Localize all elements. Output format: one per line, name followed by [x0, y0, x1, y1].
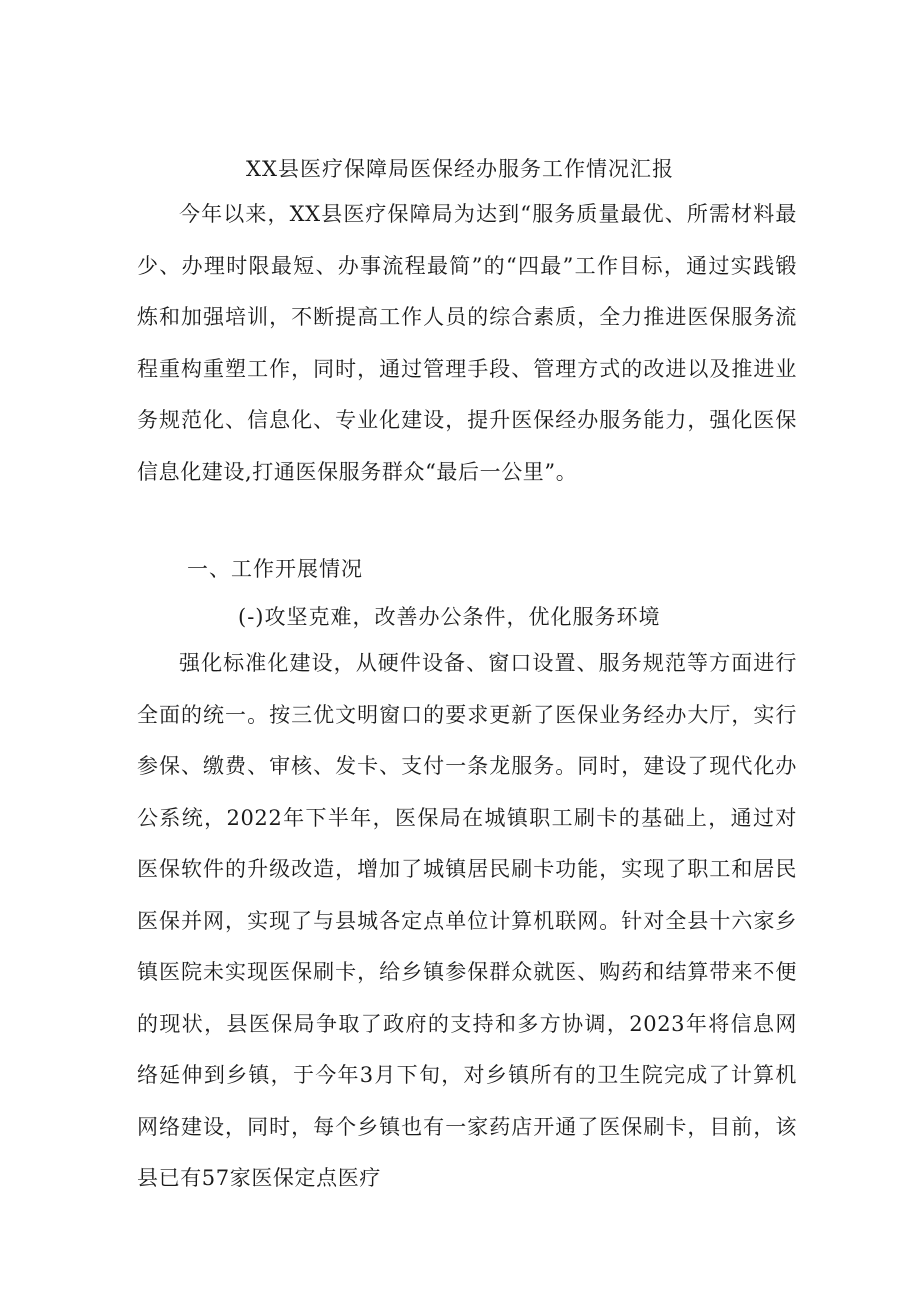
intro-paragraph: 今年以来，XX县医疗保障局为达到“服务质量最优、所需材料最少、办理时限最短、办事流程最简”的“四最”工作目标，通过实践锻炼和加强培训，不断提高工作人员的综合素质，全力推进医保服务流程重构重塑工作，同时，通过管理手段、管理方式的改进以及推进业务规范化、信息化、专业化建设，提升医保经办服务能力，强化医保信息化建设,打通医保服务群众“最后一公里”。 — [137, 202, 797, 484]
section-heading: 一、工作开展情况 — [187, 557, 363, 581]
subsection-heading: (-)攻坚克难，改善办公条件，优化服务环境 — [238, 605, 661, 629]
document-title: XX县医疗保障局医保经办服务工作情况汇报 — [246, 157, 674, 181]
body-paragraph: 强化标准化建设，从硬件设备、窗口设置、服务规范等方面进行全面的统一。按三优文明窗口的要求更新了医保业务经办大厅，实行参保、缴费、审核、发卡、支付一条龙服务。同时，建设了现代化办公系统，2022年下半年，医保局在城镇职工刷卡的基础上，通过对医保软件的升级改造，增加了城镇居民刷卡功能，实现了职工和居民医保并网，实现了与县城各定点单位计算机联网。针对全县十六家乡镇医院未实现医保刷卡，给乡镇参保群众就医、购药和结算带来不便的现状，县医保局争取了政府的支持和多方协调，2023年将信息网络延伸到乡镇，于今年3月下旬，对乡镇所有的卫生院完成了计算机网络建设，同时，每个乡镇也有一家药店开通了医保刷卡，目前，该县已有57家医保定点医疗 — [137, 651, 797, 1190]
